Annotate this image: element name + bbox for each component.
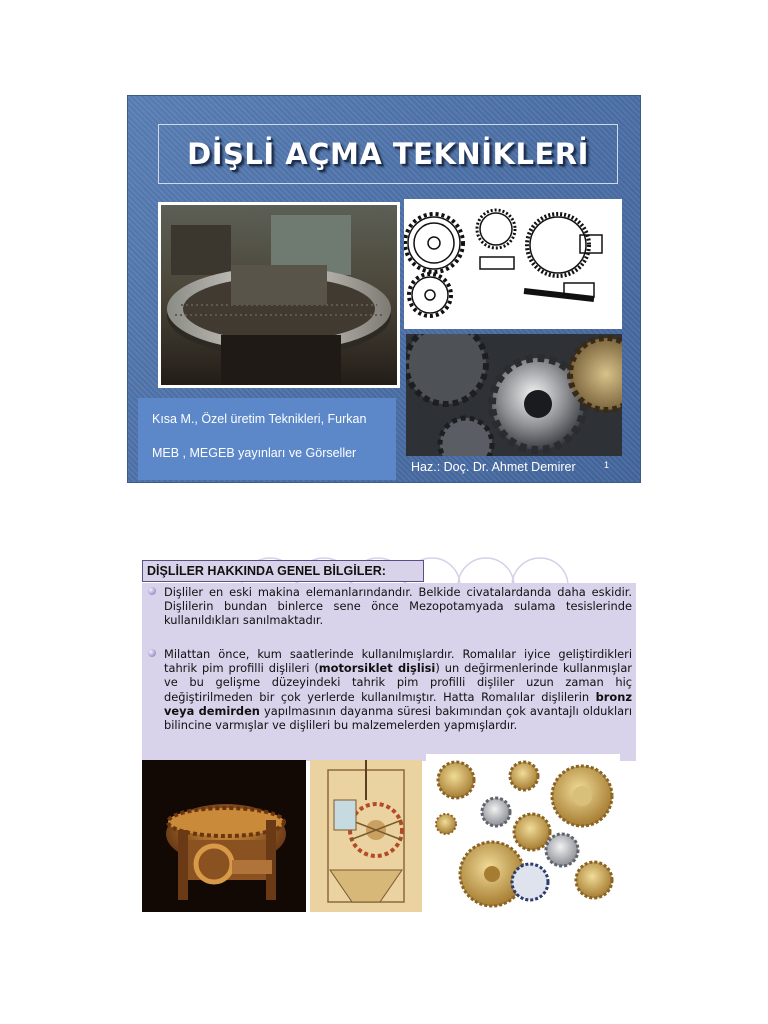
bullet-icon bbox=[148, 587, 156, 595]
title-frame bbox=[158, 124, 618, 184]
paragraph-2-text-b: ) un değirmenlerinde kullanmışlar ve bu gelişme düzeyindeki tahrik pim profilli dişliler uzun zaman hiç değiştirilmeden bir çok yerlerde kullanılmıştır. Hatta Romalılar dişlilerin bbox=[164, 661, 632, 704]
paragraph-2-bold-a: motorsiklet dişlisi bbox=[318, 661, 436, 676]
author-label: Haz.: Doç. Dr. Ahmet Demirer bbox=[411, 460, 576, 474]
historical-mill-drawing bbox=[310, 760, 422, 912]
industrial-gear-photo bbox=[158, 202, 400, 388]
content-slide bbox=[128, 548, 640, 918]
clock-gears-photo bbox=[426, 754, 620, 912]
paragraph-1: Dişliler en eski makina elemanlarındandır. Belkide civatalardanda daha eskidir. Dişlilerin bundan binlerce sene önce Mezopotamyada sulama tesislerinde kullanıldıkları sanılmaktadır. bbox=[164, 585, 632, 628]
section-heading: DİŞLİLER HAKKINDA GENEL BİLGİLER: bbox=[147, 564, 386, 578]
paragraph-2-bold-b: bronz veya demirden bbox=[164, 689, 632, 718]
bullet-icon bbox=[148, 649, 156, 657]
metal-cogs-photo bbox=[406, 334, 622, 456]
slide-title: DİŞLİ AÇMA TEKNİKLERİ bbox=[187, 137, 589, 171]
paragraph-2-text-a: Milattan önce, kum saatlerinde kullanılmışlardır. Romalılar iyice geliştirdikleri tahrik pim profilli dişlileri ( bbox=[164, 647, 632, 676]
credit-box bbox=[138, 398, 396, 480]
paragraph-2 bbox=[164, 647, 632, 732]
wooden-gear-mechanism-photo bbox=[142, 760, 306, 912]
paragraph-2-text-c: yapılmasının dayanma süresi bakımından çok avantajlı oldukları bilincine varmışlar ve dişlileri bu malzemelerden yapmışlardır. bbox=[164, 703, 632, 733]
gear-line-drawings bbox=[404, 199, 622, 329]
text-panel bbox=[142, 583, 636, 761]
page-number: 1 bbox=[604, 460, 610, 470]
credit-line-2: MEB , MEGEB yayınları ve Görseller bbox=[152, 446, 357, 460]
title-slide bbox=[128, 96, 640, 482]
credit-line-1: Kısa M., Özel üretim Teknikleri, Furkan bbox=[152, 412, 367, 426]
section-heading-box bbox=[142, 560, 424, 582]
